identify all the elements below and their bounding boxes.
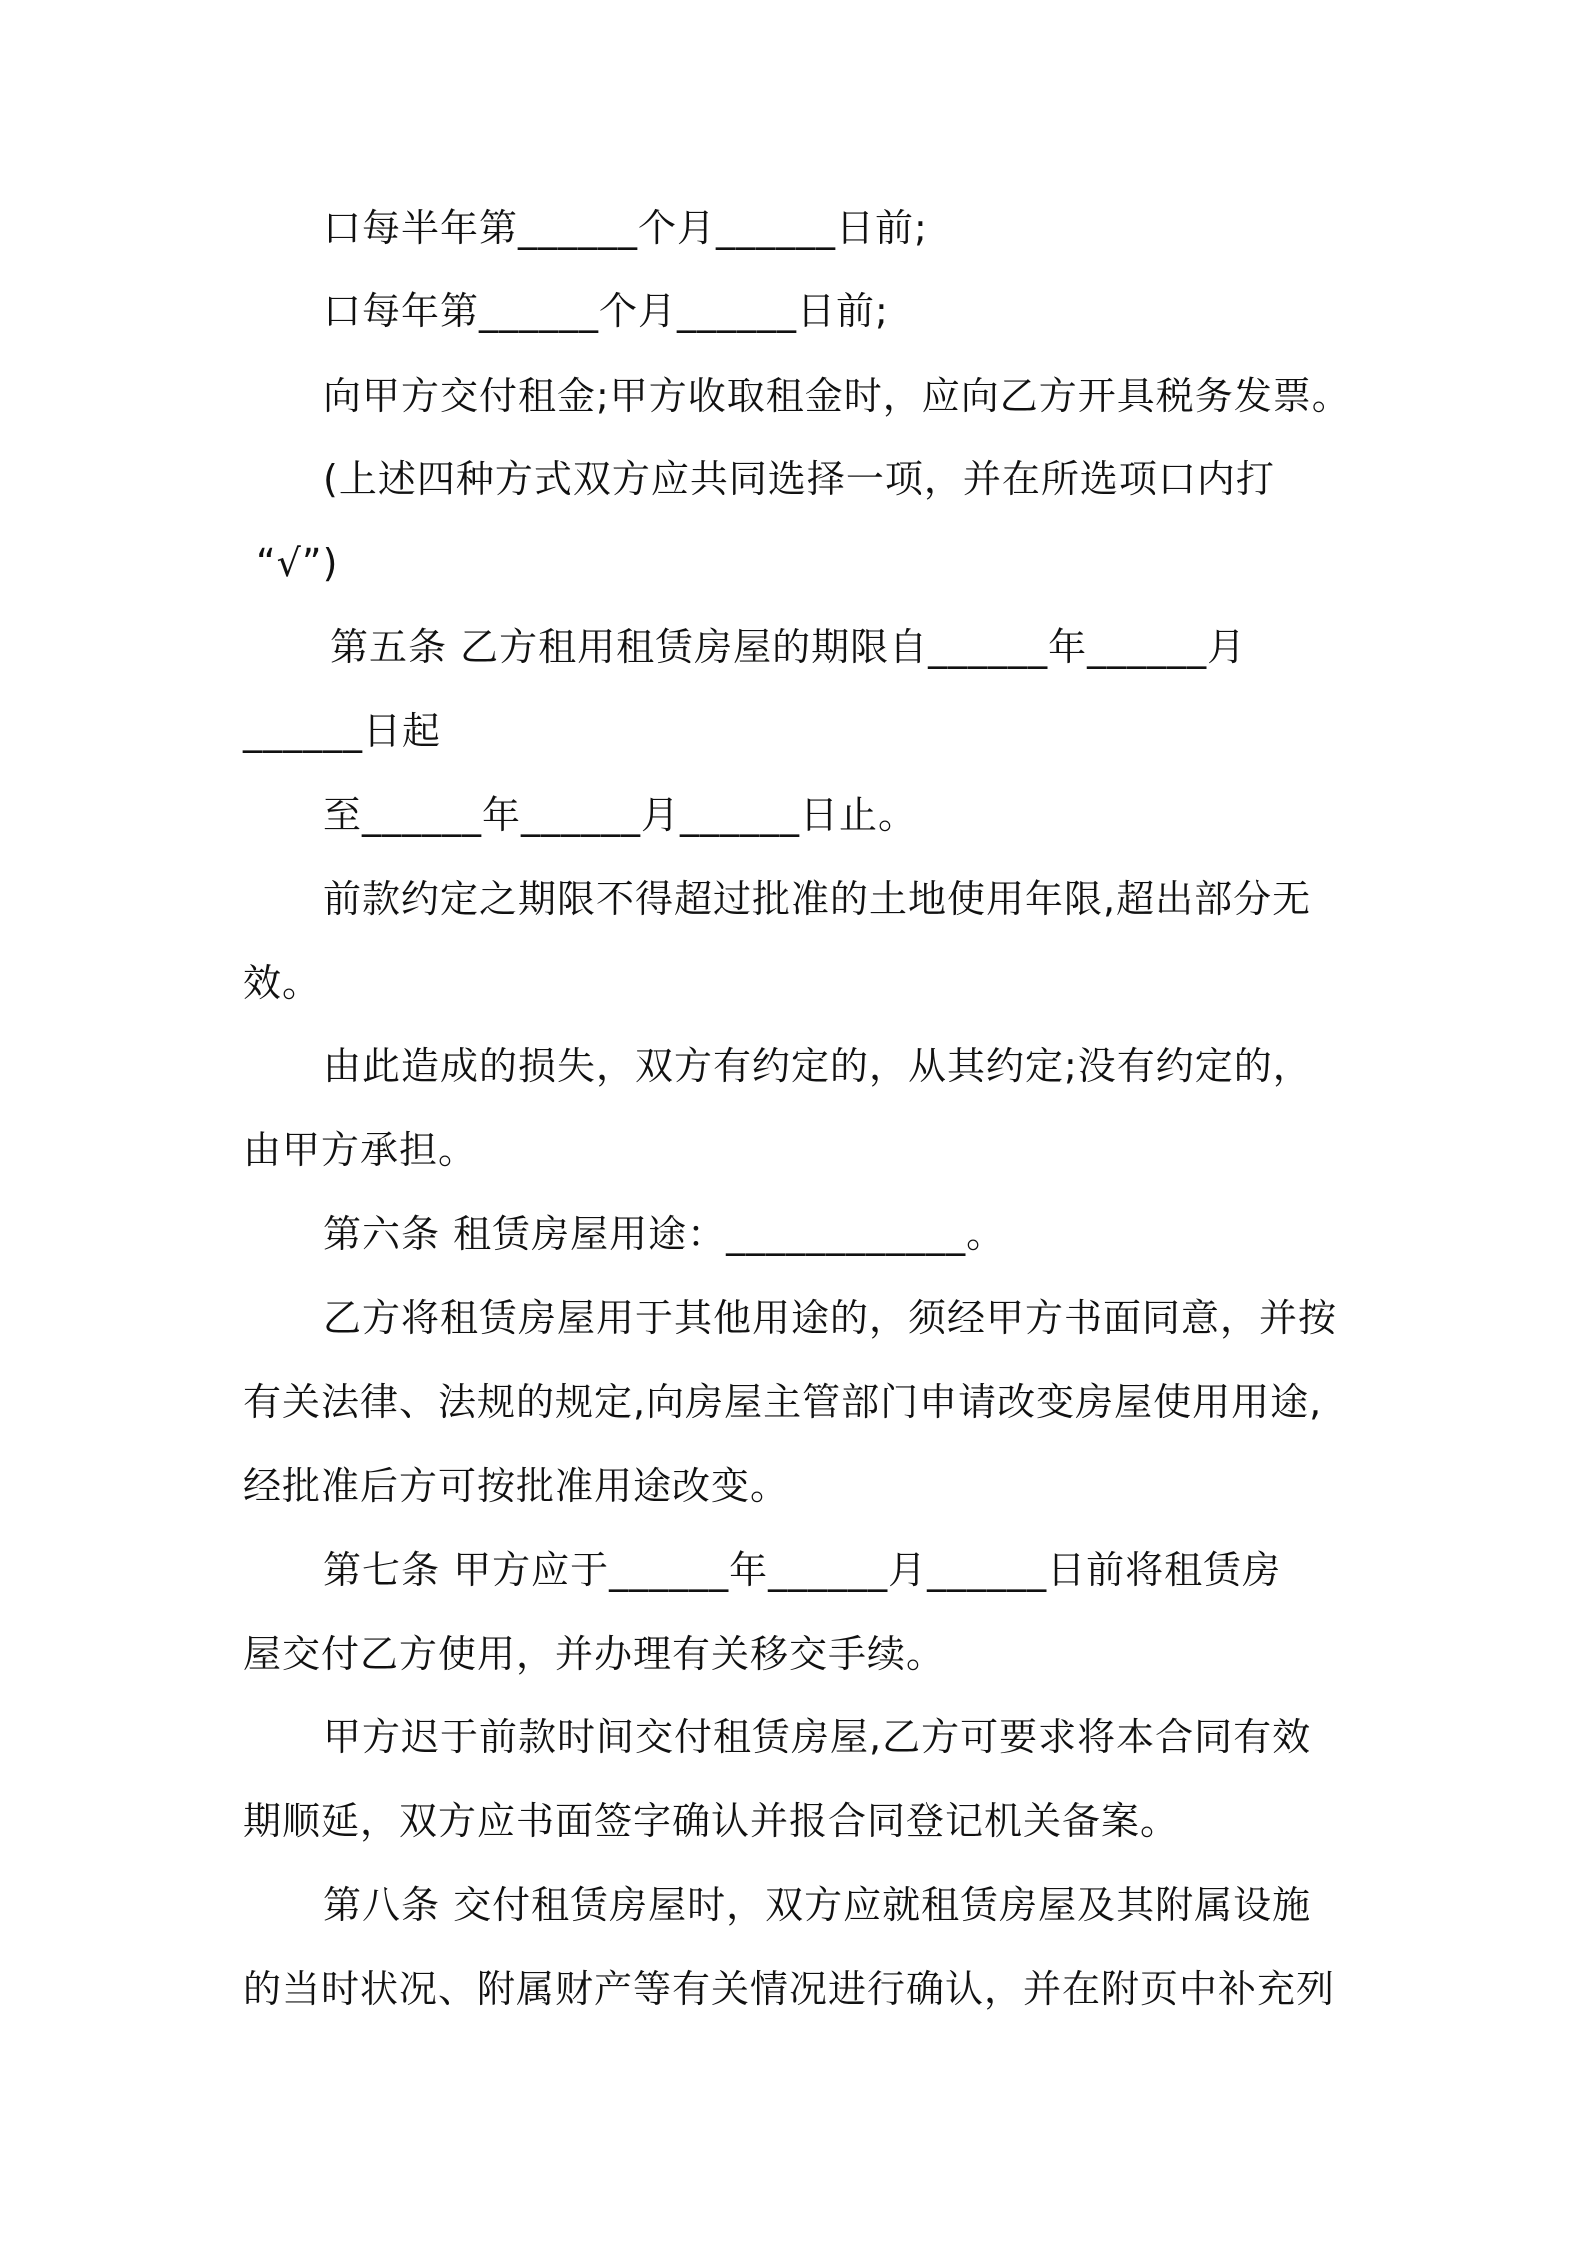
article-five-heading: 第五条 乙方租用租赁房屋的期限自______年______月	[330, 625, 1247, 669]
paragraph-line: 前款约定之期限不得超过批准的土地使用年限,超出部分无	[323, 877, 1312, 921]
paragraph-line: 乙方将租赁房屋用于其他用途的，须经甲方书面同意，并按	[323, 1296, 1338, 1340]
paragraph-line: 由甲方承担。	[243, 1128, 478, 1172]
paragraph-line: 效。	[243, 961, 322, 1005]
paragraph-line: ______日起	[243, 709, 442, 753]
paragraph-line: 由此造成的损失，双方有约定的，从其约定;没有约定的，	[323, 1044, 1312, 1088]
paragraph-line: 向甲方交付租金;甲方收取租金时，应向乙方开具税务发票。	[323, 374, 1351, 418]
paragraph-line: 甲方迟于前款时间交付租赁房屋,乙方可要求将本合同有效	[323, 1715, 1312, 1759]
article-six-heading: 第六条 租赁房屋用途：____________。	[323, 1212, 1006, 1256]
paragraph-line: 经批准后方可按批准用途改变。	[243, 1464, 790, 1508]
article-seven-heading: 第七条 甲方应于______年______月______日前将租赁房	[323, 1548, 1282, 1592]
paragraph-line: (上述四种方式双方应共同选择一项，并在所选项口内打	[323, 457, 1275, 501]
payment-option-yearly: 口每年第______个月______日前;	[323, 289, 889, 333]
paragraph-line: “√”)	[256, 541, 339, 585]
paragraph-line: 至______年______月______日止。	[323, 793, 918, 837]
article-eight-heading: 第八条 交付租赁房屋时，双方应就租赁房屋及其附属设施	[323, 1883, 1312, 1927]
payment-option-half-year: 口每半年第______个月______日前;	[323, 206, 928, 250]
paragraph-line: 的当时状况、附属财产等有关情况进行确认，并在附页中补充列	[243, 1967, 1336, 2011]
paragraph-line: 期顺延，双方应书面签字确认并报合同登记机关备案。	[243, 1799, 1180, 1843]
paragraph-line: 有关法律、法规的规定,向房屋主管部门申请改变房屋使用用途,	[243, 1380, 1323, 1424]
paragraph-line: 屋交付乙方使用，并办理有关移交手续。	[243, 1632, 946, 1676]
